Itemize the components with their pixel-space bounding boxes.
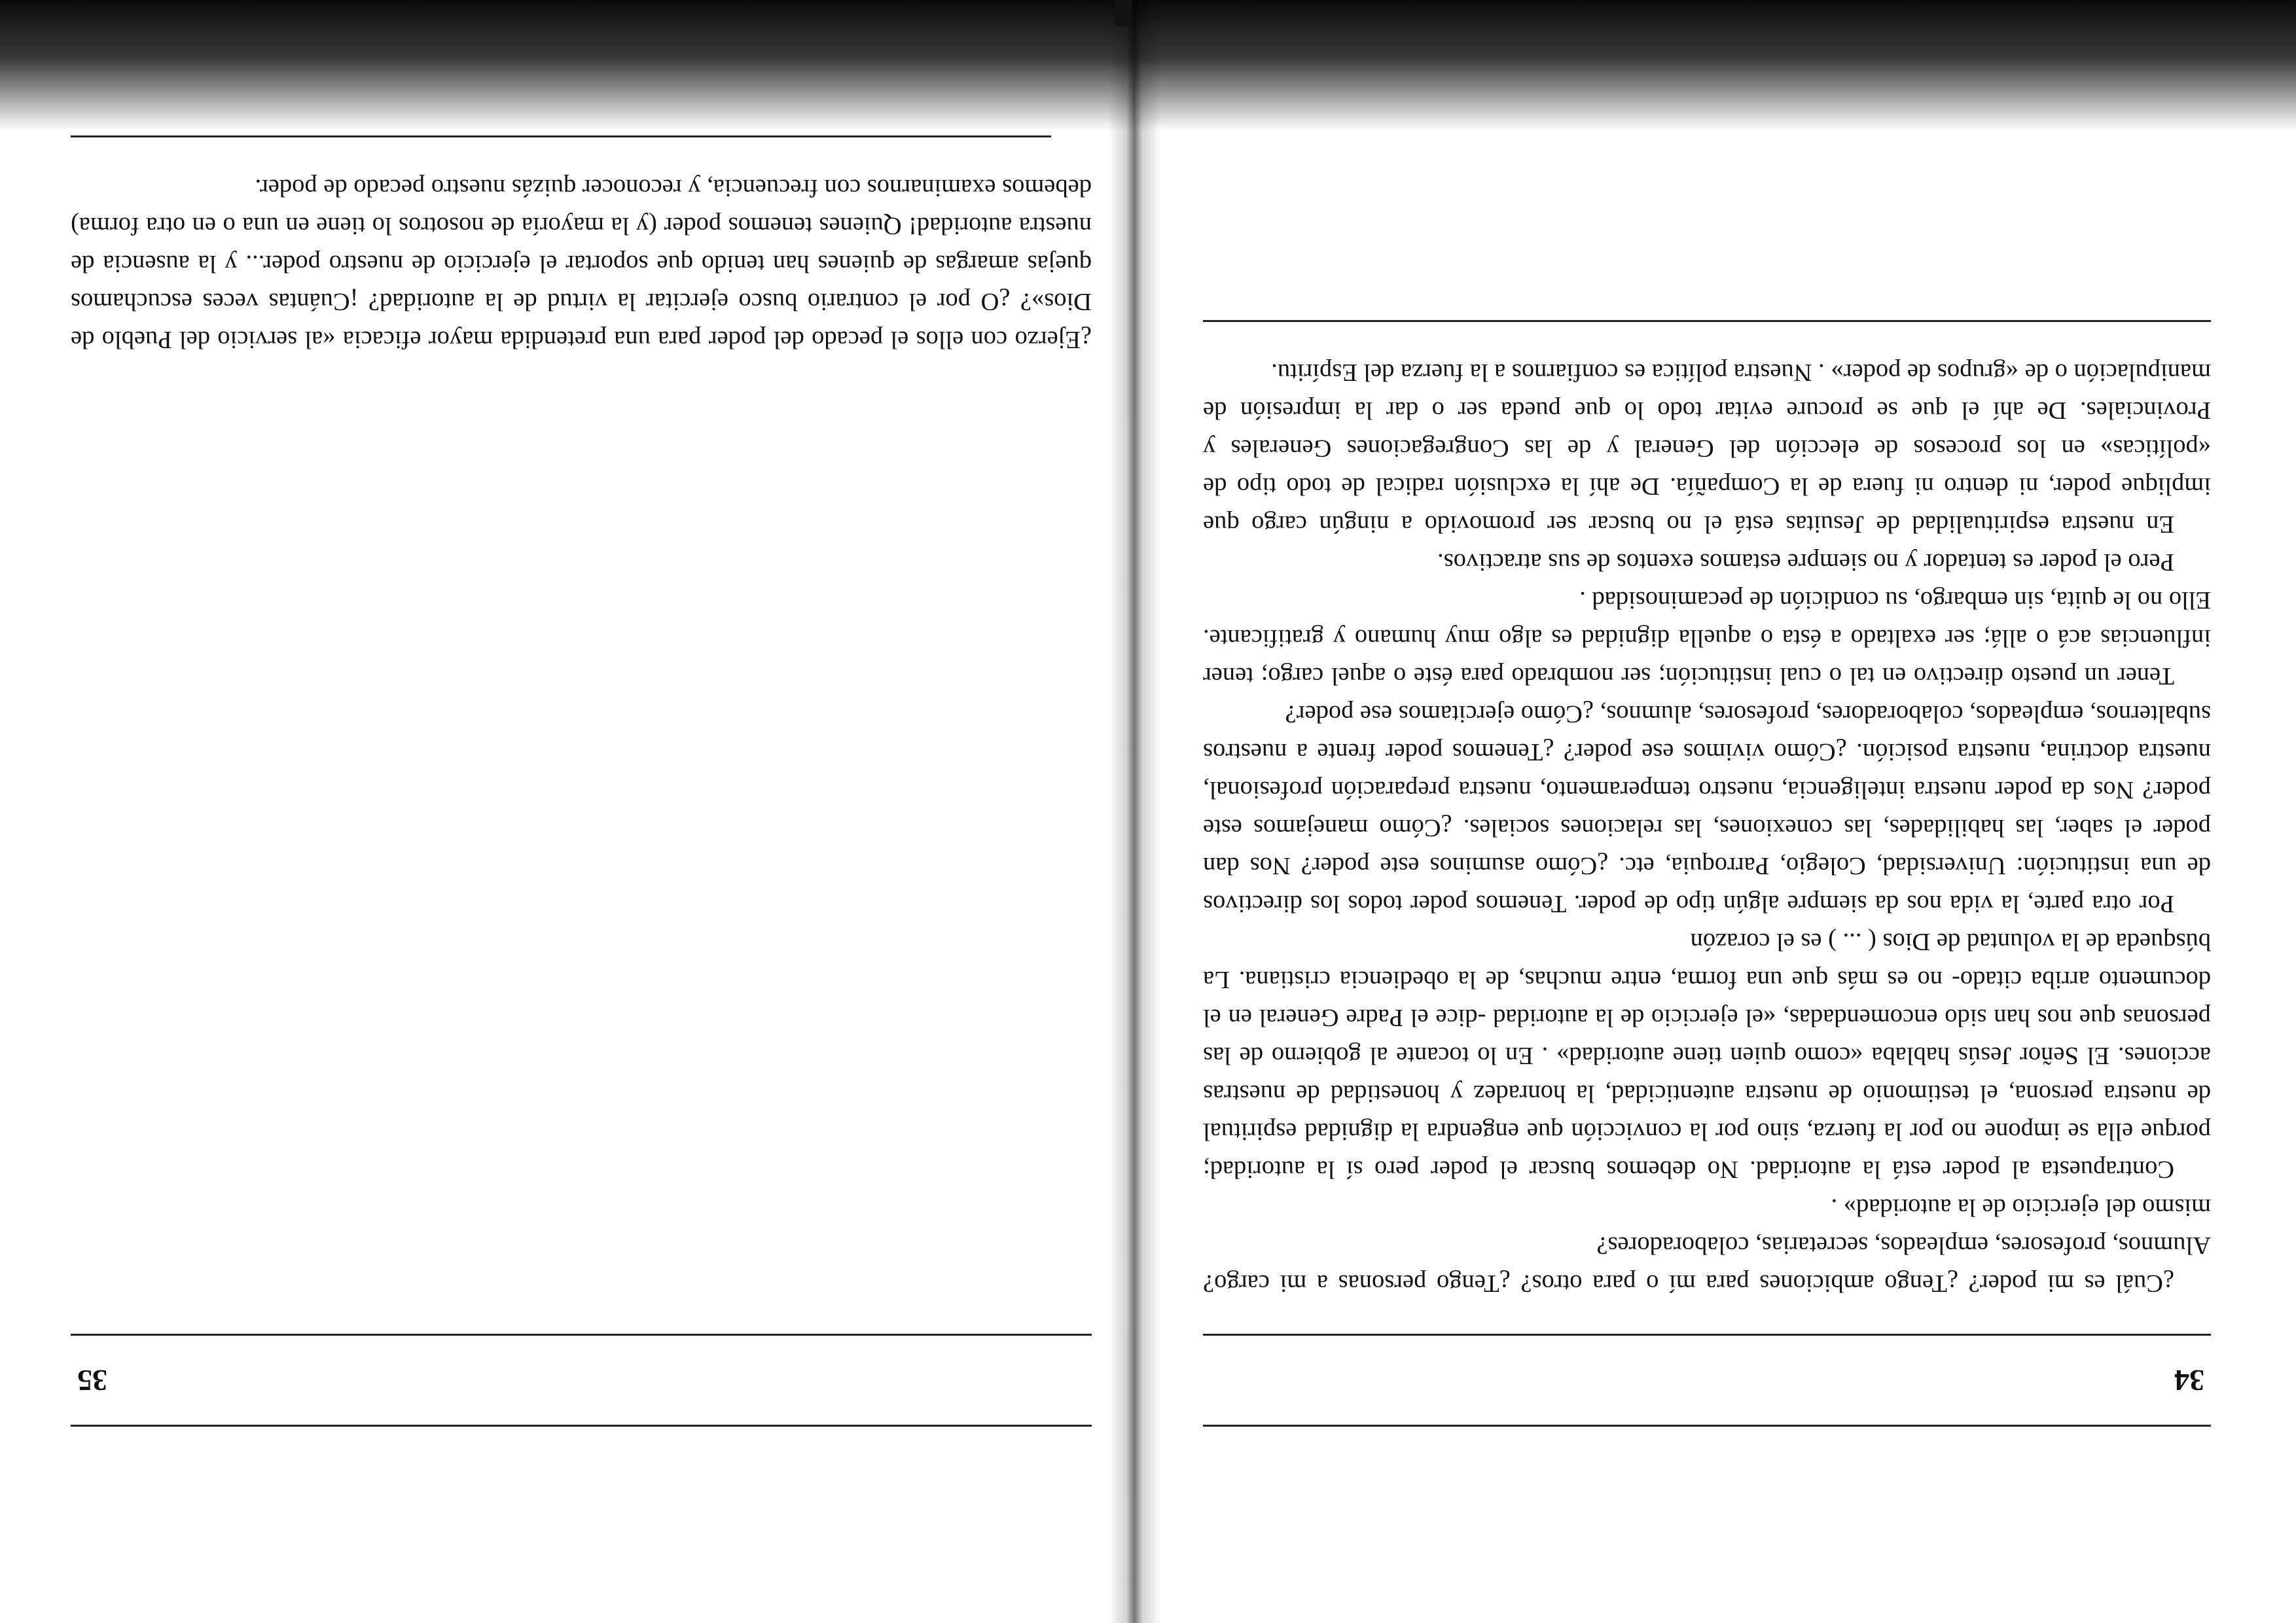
paragraph: Por otra parte, la vida nos da siempre algún tipo de poder. Tenemos poder todos los directivos de una institución: Universidad, Colegio, Parroquia, etc. ¿Cómo asuminos este poder? Nos dan poder el saber, las habilidades, las conexiones, las relaciones sociales. ¿Cómo manejamos este poder? Nos da poder nuestra inteligencia, nuestro temperamento, nuestra preparación profesional, nuestra doctrina, nuestra posición. ¿Cómo vivimos ese poder? ¿Tenemos poder frente a nuestros subalternos, empleados, colaboradores, profesores, alumnos, ¿Cómo ejercitamos ese poder? [1203,700,2211,918]
header-rule-bottom [1203,1334,2211,1336]
paragraph: ¿Cuál es mi poder? ¿Tengo ambiciones para mí o para otros? ¿Tengo personas a mi cargo? Alumnos, profesores, empleados, secretarias, colaboradores? [1203,1232,2211,1297]
page-body [71,169,1092,359]
body-end-rule [1203,320,2211,322]
paragraph: Pero el poder es tentador y no siempre estamos exentos de sus atractivos. [1437,548,2174,576]
book-gutter [1108,0,1160,1623]
page-body [1203,353,2211,1302]
header-rule-bottom [71,1334,1092,1336]
paragraph: En nuestra espiritualidad de Jesuitas está el no buscar ser promovido a ningún cargo que implique poder, ni dentro ni fuera de la Compañía. De ahí la exclusión radical de todo tipo de «políticas» en los procesos de elección del General y de las Congregaciones Generales y Provinciales. De ahí el que se procure evitar todo lo que pueda ser o dar la impresión de manipulación o de «grupos de poder» . Nuestra política es confiarnos a la fuerza del Espíritu. [1203,359,2211,538]
paragraph: ¿Ejerzo con ellos el pecado del poder para una pretendida mayor eficacia «al servicio del Pueblo de Dios»? ¿O por el contrario busco ejercitar la virtud de la autoridad? ¡Cuántas veces escuchamos quejas amargas de quienes han tenido que soportar el ejercicio de nuestro poder... y la ausencia de nuestra autoridad! Quienes tenemos poder (y la mayoría de nosotros lo tiene en una o en otra forma) debemos examinarnos con frecuencia, y reconocer quizás nuestro pecado de poder. [71,174,1092,353]
paragraph: Tener un puesto directivo en tal o cual institución; ser nombrado para éste o aquel cargo; tener influencias acá o allá; ser exaltado a ésta o aquella dignidad es algo muy humano y gratificante. Ello no le quita, sin embargo, su condición de pecaminosidad . [1203,586,2211,690]
gutter-dark-edge [1115,0,1132,26]
header-rule-top [1203,1425,2211,1427]
page-35 [71,135,1092,1427]
page-number: 34 [2174,1364,2204,1397]
paragraph: mismo del ejercicio de la autoridad» . [1831,1194,2211,1221]
body-end-rule [71,135,1051,137]
paragraph: Contrapuesta al poder está la autoridad. No debemos buscar el poder pero sí la autoridad; porque ella se impone no por la fuerza, sino por la convicción que engendra la dignidad espiritual de nuestra persona, el testimonio de nuestra autenticidad, la honradez y honestidad de nuestras acciones. El Señor Jesús hablaba «como quien tiene autoridad» . En lo tocante al gobierno de las personas que nos han sido encomendadas, «el ejercicio de la autoridad -dice el Padre General en el documento arriba citado- no es más que una forma, entre muchas, de la obediencia cristiana. La búsqueda de la voluntad de Dios ( ... ) es el corazón [1203,928,2211,1183]
header-rule-top [71,1425,1092,1427]
page-number: 35 [77,1364,107,1397]
page-34 [1203,320,2211,1427]
